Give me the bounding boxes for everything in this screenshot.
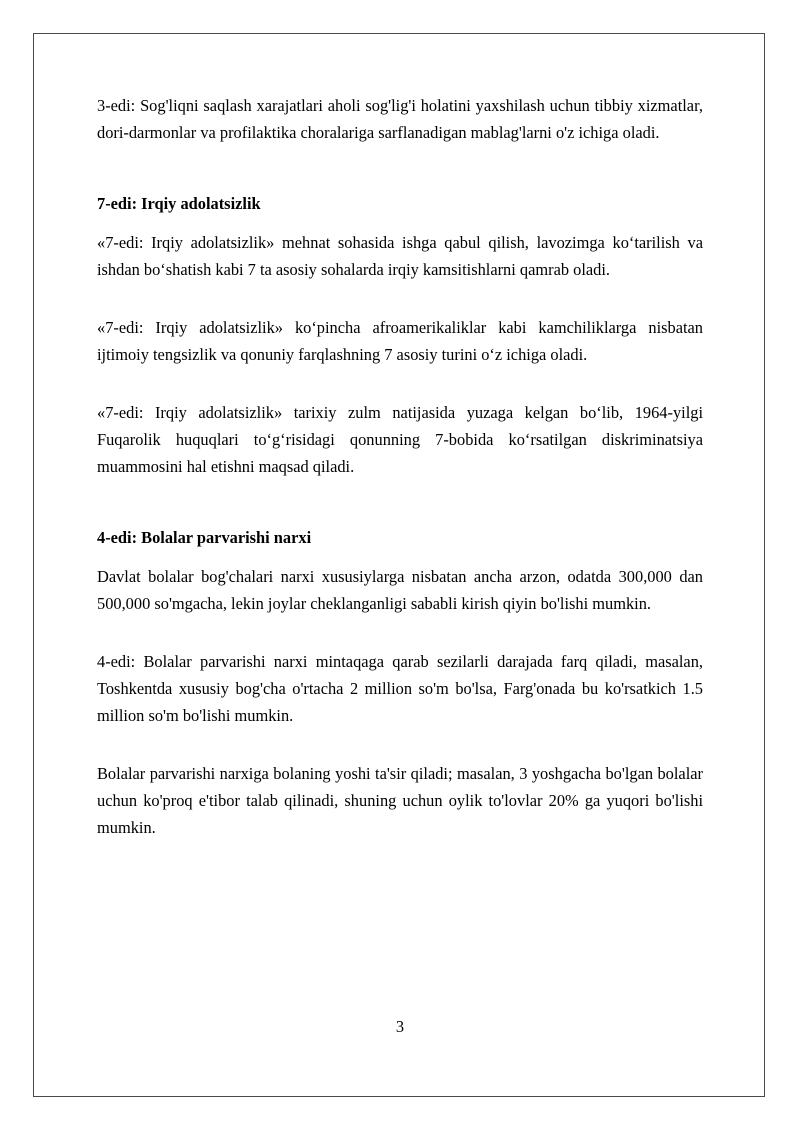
page-number: 3: [395, 1017, 405, 1036]
paragraph-childcare-cost-1: Davlat bolalar bog'chalari narxi xususiylarga nisbatan ancha arzon, odatda 300,000 dan 500,000 so'mgacha, lekin joylar cheklanganligi sababli kirish qiyin bo'lishi mumkin.: [97, 567, 703, 613]
document-body: [97, 92, 703, 841]
heading-racial-injustice: 7-edi: Irqiy adolatsizlik: [97, 194, 261, 213]
paragraph-childcare-cost-3: Bolalar parvarishi narxiga bolaning yoshi ta'sir qiladi; masalan, 3 yoshgacha bo'lgan bolalar uchun ko'proq e'tibor talab qilinadi, shuning uchun oylik to'lovlar 20% ga yuqori bo'lishi mumkin.: [97, 764, 703, 837]
paragraph-racial-injustice-1: «7-edi: Irqiy adolatsizlik» mehnat sohasida ishga qabul qilish, lavozimga ko‘tarilish va ishdan bo‘shatish kabi 7 ta asosiy sohalarda irqiy kamsitishlarni qamrab oladi.: [97, 233, 703, 279]
paragraph-healthcare-costs: 3-edi: Sog'liqni saqlash xarajatlari aholi sog'lig'i holatini yaxshilash uchun tibbiy xizmatlar, dori-darmonlar va profilaktika choralariga sarflanadigan mablag'larni o'z ichiga oladi.: [97, 96, 703, 142]
paragraph-racial-injustice-3: «7-edi: Irqiy adolatsizlik» tarixiy zulm natijasida yuzaga kelgan bo‘lib, 1964-yilgi Fuqarolik huquqlari to‘g‘risidagi qonunning 7-bobida ko‘rsatilgan diskriminatsiya muammosini hal etishni maqsad qiladi.: [97, 403, 703, 476]
paragraph-racial-injustice-2: «7-edi: Irqiy adolatsizlik» ko‘pincha afroamerikaliklar kabi kamchiliklarga nisbatan ijtimoiy tengsizlik va qonuniy farqlashning 7 asosiy turini o‘z ichiga oladi.: [97, 318, 703, 364]
heading-childcare-cost: 4-edi: Bolalar parvarishi narxi: [97, 528, 312, 547]
paragraph-childcare-cost-2: 4-edi: Bolalar parvarishi narxi mintaqaga qarab sezilarli darajada farq qiladi, masalan, Toshkentda xususiy bog'cha o'rtacha 2 million so'm bo'lsa, Farg'onada bu ko'rsatkich 1.5 million so'm bo'lishi mumkin.: [97, 652, 703, 725]
